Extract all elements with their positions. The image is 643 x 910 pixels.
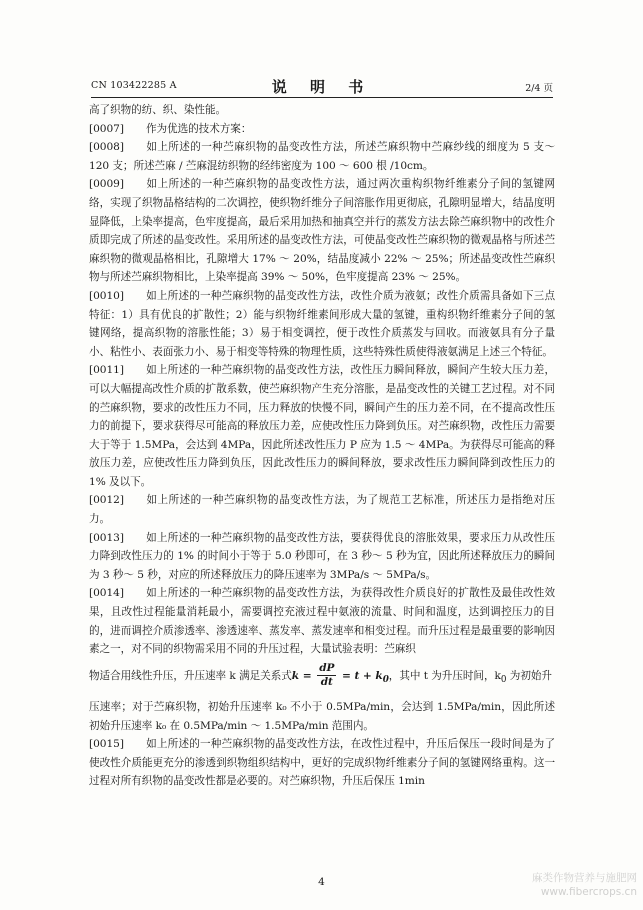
paragraph-number: [0010] xyxy=(89,289,124,302)
paragraph xyxy=(89,287,555,361)
paragraph-continued xyxy=(89,698,555,735)
publication-number: CN 103422285 A xyxy=(91,80,177,91)
formula-trailing-subscript: 0 xyxy=(500,674,507,685)
document-title: 说 明 书 xyxy=(271,78,373,96)
paragraph-text: 如上所述的一种苎麻织物的晶变改性方法，所述苎麻织物中苎麻纱线的细度为 5 支～ 120 支；所述苎麻 / 苎麻混纺织物的经纬密度为 100 ～ 600 根 /10cm。 xyxy=(89,141,555,172)
paragraph-number: [0009] xyxy=(89,178,124,191)
paragraph-text: 如上所述的一种苎麻织物的晶变改性方法，在改性过程中，升压后保压一段时间是为了使改性介质能更充分的渗透到织物组织结构中，更好的完成织物纤维素分子间的氢键网络重构。这一过程对所有织物的晶变改性都是必要的。对苎麻织物，升压后保压 1min xyxy=(89,738,555,788)
page-of-count: 2/4 页 xyxy=(525,83,553,94)
paragraph xyxy=(89,175,555,287)
formula-trailing-text: ，其中 t 为升压时间，k xyxy=(388,669,501,682)
formula-k: k xyxy=(291,669,300,682)
derivative-fraction xyxy=(317,662,336,689)
paragraph-text: 如上所述的一种苎麻织物的晶变改性方法，改性介质为液氨；改性介质需具备如下三点特征：1）具有优良的扩散性；2）能与织物纤维素间形成大量的氢键，重构织物纤维素分子间的氢键网络，提高织物的溶胀性能；3）易于相变调控，便于改性介质蒸发与回收。而液氨具有分子量小、粘性小、表面张力小、易于相变等特殊的物理性质，这些特殊性质使得液氨满足上述三个特征。 xyxy=(89,289,555,358)
fraction-numerator: dP xyxy=(319,662,335,675)
paragraph xyxy=(89,491,555,528)
formula-equals: = xyxy=(299,669,316,682)
paragraph-number: [0008] xyxy=(89,141,124,154)
paragraph xyxy=(89,735,555,791)
formula-lead-text: 物适合用线性升压，升压速率 k 满足关系式 xyxy=(89,669,292,682)
page-header xyxy=(91,76,553,98)
paragraph-text: 如上所述的一种苎麻织物的晶变改性方法，要获得优良的溶胀效果，要求压力从改性压力降到改性压力的 1% 的时间小于等于 5.0 秒即可，在 3 秒～ 5 秒为宜，因此所述释放压力的瞬间为 3 秒～ 5 秒，对应的所述释放压力的降压速率为 3MPa/s ～ 5MPa/s。 xyxy=(89,531,555,581)
paragraph-number: [0013] xyxy=(89,531,124,544)
paragraph-number: [0015] xyxy=(89,738,124,751)
formula-line xyxy=(89,659,555,698)
paragraph-text: 高了织物的纺、织、染性能。 xyxy=(89,104,227,116)
paragraph-text: 作为优选的技术方案： xyxy=(145,122,252,135)
document-body xyxy=(89,101,555,791)
paragraph-number: [0007] xyxy=(89,122,124,135)
paragraph-number: [0011] xyxy=(89,364,124,377)
paragraph-text: 如上所述的一种苎麻织物的晶变改性方法，改性压力瞬间释放，瞬间产生较大压力差，可以大幅提高改性介质的扩散系数，使苎麻织物产生充分溶胀，是晶变改性的关键工艺过程。对不同的苎麻织物，要求的改性压力不同，压力释放的快慢不同，瞬间产生的压力差不同，在不提高改性压力的前提下，要求获得尽可能高的释放压力差，应使改性压力降到负压。对苎麻织物，改性压力需要大于等于 1.5MPa，会达到 4MPa，因此所述改性压力 P 应为 1.5 ～ 4MPa。为获得尽可能高的释放压力差，应使改性压力降到负压，因此改性压力的瞬间释放，要求改性压力瞬间降到改性压力的 1% 及以下。 xyxy=(89,364,555,488)
paragraph-text: 如上所述的一种苎麻织物的晶变改性方法，通过两次重构织物纤维素分子间的氢键网络，实现了织物晶格结构的二次调控，使织物纤维分子间溶胀作用更彻底，孔隙明显增大，结晶度明显降低，上染率提高，色牢度提高，最后采用加热和抽真空并行的蒸发方法去除苎麻织物中的改性介质即完成了所述的晶变改性。采用所述的晶变改性方法，可使晶变改性苎麻织物的微观晶格与所述苎麻织物的微观晶格相比，孔隙增大 17% ～ 20%，结晶度减小 22% ～ 25%；所述晶变改性苎麻织物与所述苎麻织物相比，上染率提高 39% ～ 50%，色牢度提高 23% ～ 25%。 xyxy=(89,178,555,284)
paragraph xyxy=(89,361,555,491)
paragraph xyxy=(89,584,555,658)
paragraph-number: [0014] xyxy=(89,587,124,600)
paragraph xyxy=(89,120,555,139)
fraction-denominator: dt xyxy=(320,676,333,689)
paragraph-text: 如上所述的一种苎麻织物的晶变改性方法，为了规范工艺标准，所述压力是指绝对压力。 xyxy=(89,494,555,526)
paragraph xyxy=(89,138,555,175)
formula-rhs: = t + k xyxy=(338,669,383,682)
site-watermark: 麻类作物营养与施肥网 www.fibercrops.cn xyxy=(532,872,637,898)
paragraph xyxy=(89,529,555,585)
paragraph-text: 压速率；对于苎麻织物，初始升压速率 k₀ 不小于 0.5MPa/min，会达到 1.5MPa/min，因此所述初始升压速率 k₀ 在 0.5MPa/min ～ 1.5MPa/min 范围内。 xyxy=(89,700,555,732)
page-number: 4 xyxy=(318,876,325,888)
formula-trailing-text-2: 为初始升 xyxy=(506,669,552,682)
paragraph-number: [0012] xyxy=(89,494,124,507)
formula-rhs-subscript: 0 xyxy=(382,674,389,685)
header-divider xyxy=(91,97,553,98)
paragraph-continued xyxy=(89,101,555,120)
paragraph-text: 如上所述的一种苎麻织物的晶变改性方法，为获得改性介质良好的扩散性及最佳改性效果，且改性过程能量消耗最小，需要调控充液过程中氨液的流量、时间和温度，达到调控压力的目的，进而调控介质渗透率、渗透速率、蒸发率、蒸发速率和相变过程。而升压过程是最重要的影响因素之一，对不同的织物需采用不同的升压过程，大量试验表明：苎麻织 xyxy=(89,587,555,656)
